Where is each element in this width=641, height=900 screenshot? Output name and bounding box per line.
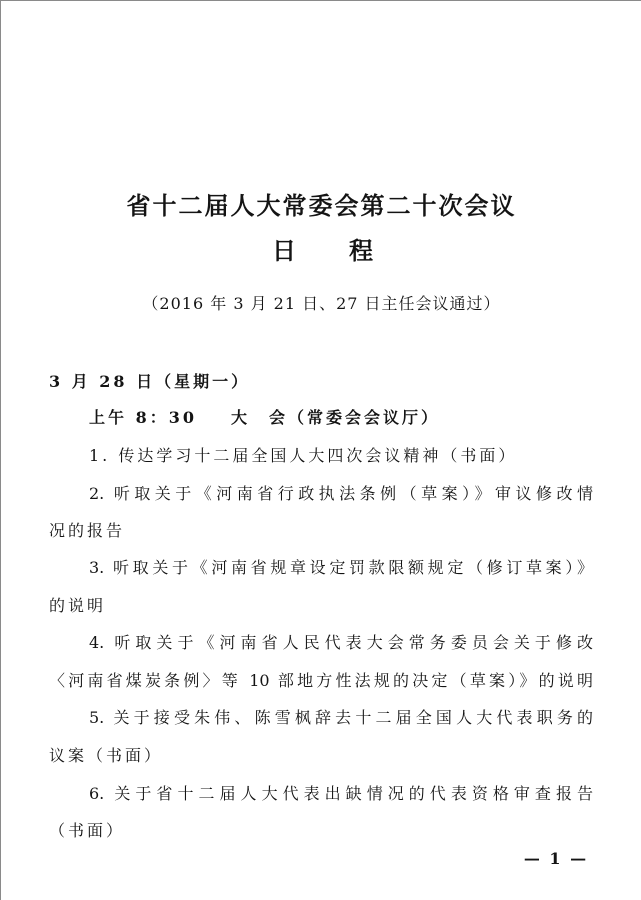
agenda-item-3-line-2: 的说明 xyxy=(49,596,107,615)
agenda-item-6-line-2: （书面） xyxy=(49,821,126,840)
page-number: — 1 — xyxy=(523,849,589,868)
approval-note: （2016 年 3 月 21 日、27 日主任会议通过） xyxy=(142,294,501,313)
session-name: 大 会 xyxy=(230,408,288,427)
agenda-item-2-line-1: 2. 听取关于《河南省行政执法条例（草案）》审议修改情 xyxy=(89,484,593,503)
agenda-item-1-line-1: 1. 传达学习十二届全国人大四次会议精神（书面） xyxy=(89,446,518,465)
agenda-item-5-line-1: 5. 关于接受朱伟、陈雪枫辞去十二届全国人大代表职务的 xyxy=(89,708,593,727)
schedule-date: 3 月 28 日（星期一） xyxy=(49,372,251,391)
agenda-item-2-line-2: 况的报告 xyxy=(49,521,126,540)
subtitle-char-first: 日 xyxy=(272,236,296,265)
agenda-item-5-line-2: 议案（书面） xyxy=(49,746,164,765)
agenda-item-3-line-1: 3. 听取关于《河南省规章设定罚款限额规定（修订草案）》 xyxy=(89,558,593,577)
agenda-item-4-line-2: 〈河南省煤炭条例〉等 10 部地方性法规的决定（草案）》的说明 xyxy=(49,671,593,690)
session-venue: （常委会会议厅） xyxy=(288,408,441,427)
session-time: 上午 8：30 xyxy=(89,408,197,427)
session-heading xyxy=(89,406,589,430)
agenda-item-4-line-1: 4. 听取关于《河南省人民代表大会常务委员会关于修改 xyxy=(89,633,593,652)
document-title: 省十二届人大常委会第二十次会议 xyxy=(126,191,517,220)
agenda-item-6-line-1: 6. 关于省十二届人大代表出缺情况的代表资格审查报告 xyxy=(89,784,593,803)
subtitle-char-second: 程 xyxy=(349,236,373,265)
